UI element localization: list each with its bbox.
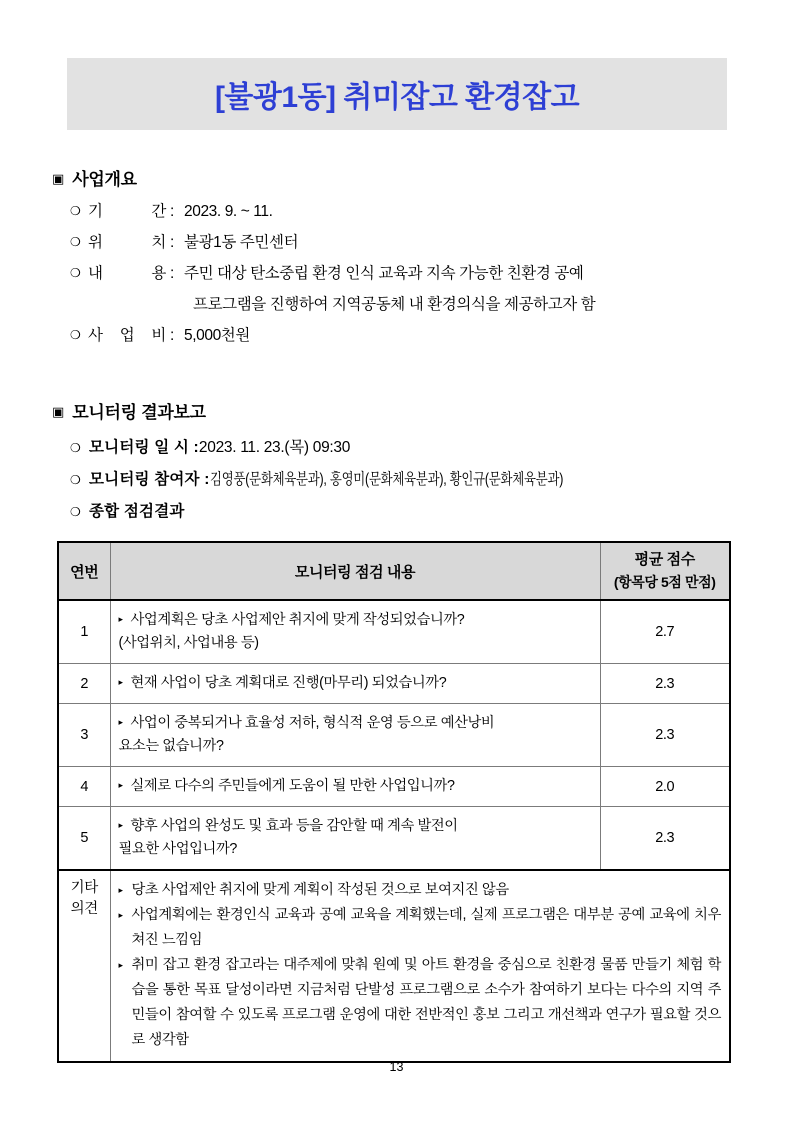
other-opinions-label [58,870,110,1062]
row-number: 5 [58,807,110,871]
monitoring-list [70,432,770,528]
section-marker-icon: ▣ [52,404,65,419]
section-title-overview: 사업개요 [72,170,137,189]
row-bullet-icon: ▸ [118,717,123,727]
column-header-score-line1: 평균 점수 [634,551,695,568]
table-row [58,664,730,704]
overview-list [70,196,750,351]
section-marker-icon: ▣ [52,171,65,186]
row-bullet-icon: ▸ [118,614,123,624]
other-opinion-item [119,878,722,903]
page-title: [불광1동] 취미잡고 환경잡고 [214,81,580,114]
row-content [110,807,600,871]
row-content-line1: 실제로 다수의 주민들에게 도움이 될 만한 사업입니까? [130,778,455,794]
row-score: 2.3 [600,664,730,704]
other-opinions-content [110,870,730,1062]
row-content-line1: 사업이 중복되거나 효율성 저하, 형식적 운영 등으로 예산낭비 [130,715,495,731]
row-content-line1: 현재 사업이 당초 계획대로 진행(마무리) 되었습니까? [130,675,447,691]
other-opinions-label-line1: 기타 [70,880,98,896]
overview-value-content: 주민 대상 탄소중립 환경 인식 교육과 지속 가능한 친환경 공예 [184,265,584,282]
monitoring-label-datetime: 모니터링 일 시 : [89,439,199,456]
row-content-line1: 향후 사업의 완성도 및 효과 등을 감안할 때 계속 발전이 [130,818,458,834]
other-opinions-label-line2: 의견 [70,901,98,917]
row-score: 2.7 [600,600,730,664]
overview-item-location [70,227,750,258]
column-header-content: 모니터링 점검 내용 [110,542,600,600]
row-score: 2.3 [600,807,730,871]
overview-item-content [70,258,750,289]
row-content-line2: 요소는 없습니까? [118,738,224,754]
overview-value-budget: 5,000천원 [184,327,250,344]
list-bullet-icon: ❍ [70,266,81,280]
row-bullet-icon: ▸ [118,677,123,687]
table-row [58,704,730,767]
overview-content-continuation [70,289,750,320]
row-content [110,767,600,807]
other-opinion-item [119,903,722,953]
row-content-line2: 필요한 사업입니까? [118,841,237,857]
monitoring-results-table-wrapper [57,541,731,1063]
row-content [110,704,600,767]
monitoring-value-datetime: 2023. 11. 23.(목) 09:30 [198,439,351,456]
title-banner [67,58,727,130]
section-title-monitoring: 모니터링 결과보고 [72,403,206,422]
overview-item-budget [70,320,750,351]
overview-separator: : [170,265,174,282]
list-bullet-icon: ❍ [70,473,81,487]
row-content-line1: 사업계획은 당초 사업제안 취지에 맞게 작성되었습니까? [130,612,465,628]
section-heading-monitoring [52,398,206,423]
monitoring-item-datetime [70,432,770,464]
row-content [110,664,600,704]
other-opinion-text: 당초 사업제안 취지에 맞게 계획이 작성된 것으로 보여지진 않음 [131,882,509,898]
table-row [58,767,730,807]
monitoring-results-table [57,541,731,1063]
monitoring-item-participants [70,464,770,496]
row-number: 1 [58,600,110,664]
column-header-score [600,542,730,600]
overview-label-period: 기 간 [88,203,166,220]
section-heading-overview [52,165,137,190]
overview-value-location: 불광1동 주민센터 [184,234,299,251]
page-number: 13 [389,1060,404,1074]
overview-separator: : [170,234,174,251]
monitoring-label-participants: 모니터링 참여자 : [89,471,210,488]
overview-separator: : [170,203,174,220]
list-bullet-icon: ❍ [70,235,81,249]
list-bullet-icon: ❍ [70,204,81,218]
row-content [110,600,600,664]
list-bullet-icon: ❍ [70,505,81,519]
list-bullet-icon: ❍ [70,328,81,342]
overview-label-budget: 사 업 비 [88,327,166,344]
list-bullet-icon: ❍ [70,441,81,455]
overview-label-location: 위 치 [88,234,166,251]
row-number: 2 [58,664,110,704]
row-number: 4 [58,767,110,807]
row-content-line2: (사업위치, 사업내용 등) [118,635,259,651]
table-row [58,807,730,871]
column-header-no: 연번 [58,542,110,600]
row-bullet-icon: ▸ [118,820,123,830]
row-score: 2.0 [600,767,730,807]
monitoring-value-participants: 김영풍(문화체육분과), 홍영미(문화체육분과), 황인규(문화체육분과) [209,471,563,488]
row-bullet-icon: ▸ [118,960,123,970]
overview-separator: : [170,327,174,344]
monitoring-label-summary: 종합 점검결과 [89,503,185,520]
monitoring-item-summary [70,496,770,528]
other-opinion-item [119,953,722,1053]
indent-spacer [70,289,193,320]
table-row [58,600,730,664]
overview-label-content: 내 용 [88,265,166,282]
row-number: 3 [58,704,110,767]
other-opinion-text: 취미 잡고 환경 잡고라는 대주제에 맞춰 원예 및 아트 환경을 중심으로 친환경 물품 만들기 체험 학습을 통한 목표 달성이라면 지금처럼 단발성 프로그램으로 소수가 참여하기 보다는 다수의 지역 주민들이 참여할 수 있도록 프로그램 운영에 대한 전반적인 홍보 그리고 개선책과 연구가 필요할 것으로 생각함 [131,957,721,1048]
row-bullet-icon: ▸ [118,780,123,790]
overview-value-content-line2: 프로그램을 진행하여 지역공동체 내 환경의식을 제공하고자 함 [193,296,596,313]
row-score: 2.3 [600,704,730,767]
row-bullet-icon: ▸ [118,910,123,920]
row-bullet-icon: ▸ [118,885,123,895]
overview-item-period [70,196,750,227]
overview-value-period: 2023. 9. ~ 11. [184,203,273,220]
table-row-other-opinions [58,870,730,1062]
other-opinion-text: 사업계획에는 환경인식 교육과 공예 교육을 계획했는데, 실제 프로그램은 대부분 공예 교육에 치우쳐진 느낌임 [131,907,721,948]
table-header-row [58,542,730,600]
column-header-score-line2: (항목당 5점 만점) [613,574,716,590]
